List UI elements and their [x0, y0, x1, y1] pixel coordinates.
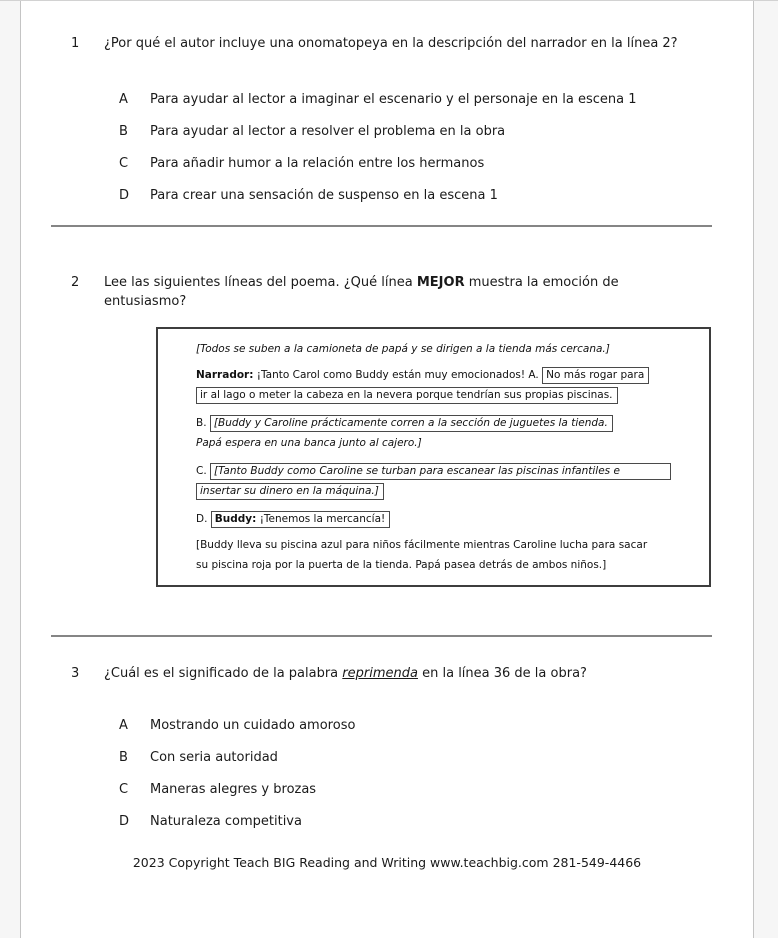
excerpt-choice-c-label: C.: [196, 465, 207, 477]
option-row: [119, 123, 753, 141]
excerpt-choice-d-text: ¡Tenemos la mercancía!: [259, 513, 386, 525]
option-letter: D: [119, 188, 130, 203]
excerpt-choice-a-label: A.: [528, 369, 539, 381]
excerpt-choice-c-boxed-line-2: insertar su dinero en la máquina.]: [196, 483, 384, 500]
excerpt-choice-d-speaker: Buddy:: [214, 513, 257, 525]
question-2-number: 2: [71, 275, 80, 290]
excerpt-box: [156, 327, 711, 587]
question-2-prompt-start: Lee las siguientes líneas del poema. ¿Qué línea: [104, 275, 413, 290]
question-3-vocabulary-word: reprimenda: [342, 666, 418, 681]
option-text: Para crear una sensación de suspenso en la escena 1: [150, 188, 498, 203]
question-2-prompt: [104, 273, 696, 311]
question-3-prompt-start: ¿Cuál es el significado de la palabra: [104, 666, 339, 681]
section-divider: [51, 635, 712, 637]
option-text: Con seria autoridad: [150, 750, 278, 765]
question-1-number: 1: [71, 36, 80, 51]
excerpt-choice-b-label: B.: [196, 417, 207, 429]
question-3-number: 3: [71, 666, 80, 681]
option-text: Maneras alegres y brozas: [150, 782, 317, 797]
excerpt-choice-d-line: [196, 509, 691, 529]
excerpt-choice-c-boxed-line-1: [Tanto Buddy como Caroline se turban para escanear las piscinas infantiles e: [210, 463, 671, 480]
worksheet-page: [20, 1, 754, 938]
stage-direction-2-line-1: [Buddy lleva su piscina azul para niños fácilmente mientras Caroline lucha para sacar: [196, 539, 648, 551]
option-letter: B: [119, 750, 128, 765]
stage-direction-2-line-2: su piscina roja por la puerta de la tienda. Papá pasea detrás de ambos niños.]: [196, 559, 607, 571]
question-3-prompt: [104, 664, 696, 683]
option-letter: C: [119, 782, 129, 797]
narrator-text: ¡Tanto Carol como Buddy están muy emocionados!: [256, 369, 526, 381]
excerpt-choice-d-boxed: [211, 511, 390, 528]
question-1-options: [119, 91, 753, 205]
excerpt-choice-b-boxed-line: [Buddy y Caroline prácticamente corren a la sección de juguetes la tienda.: [210, 415, 613, 432]
narrator-label: Narrador:: [196, 369, 254, 381]
option-row: [119, 187, 753, 205]
footer-copyright: 2023 Copyright Teach BIG Reading and Writing www.teachbig.com 281-549-4466: [132, 855, 642, 870]
excerpt-choice-a-line-2: [196, 385, 691, 405]
excerpt-choice-a-boxed-line-1: No más rogar para: [542, 367, 649, 384]
excerpt-choice-b-line-2: Papá espera en una banca junto al cajero.]: [196, 437, 422, 449]
option-text: Para añadir humor a la relación entre los hermanos: [150, 156, 485, 171]
option-text: Naturaleza competitiva: [150, 814, 302, 829]
excerpt-choice-d-label: D.: [196, 513, 208, 525]
option-letter: D: [119, 814, 130, 829]
question-1-prompt: ¿Por qué el autor incluye una onomatopeya en la descripción del narrador en la línea 2?: [104, 36, 678, 51]
question-2-prompt-emphasis: MEJOR: [416, 275, 465, 290]
option-row: [119, 813, 753, 831]
excerpt-choice-b-line-1: [196, 413, 691, 433]
option-row: [119, 155, 753, 173]
option-text: Mostrando un cuidado amoroso: [150, 718, 356, 733]
option-letter: C: [119, 156, 129, 171]
option-letter: B: [119, 124, 128, 139]
question-3: [71, 664, 753, 683]
excerpt-choice-a-boxed-line-2: ir al lago o meter la cabeza en la nevera porque tendrían sus propias piscinas.: [196, 387, 618, 404]
question-3-prompt-end: en la línea 36 de la obra?: [422, 666, 587, 681]
excerpt-choice-c-line-2: [196, 481, 691, 501]
section-divider: [51, 225, 712, 227]
question-3-options: [119, 717, 753, 831]
narrator-line: [196, 365, 691, 385]
option-row: [119, 717, 753, 735]
question-2: [71, 273, 753, 311]
option-letter: A: [119, 92, 128, 107]
question-1: [71, 1, 753, 53]
option-row: [119, 91, 753, 109]
stage-direction-1: [Todos se suben a la camioneta de papá y se dirigen a la tienda más cercana.]: [196, 343, 610, 355]
excerpt-choice-c-line-1: [196, 461, 691, 481]
option-row: [119, 781, 753, 799]
option-letter: A: [119, 718, 128, 733]
option-row: [119, 749, 753, 767]
question-2-prompt-end: muestra la emoción de entusiasmo?: [104, 275, 619, 309]
option-text: Para ayudar al lector a imaginar el escenario y el personaje en la escena 1: [150, 92, 637, 107]
option-text: Para ayudar al lector a resolver el problema en la obra: [150, 124, 506, 139]
